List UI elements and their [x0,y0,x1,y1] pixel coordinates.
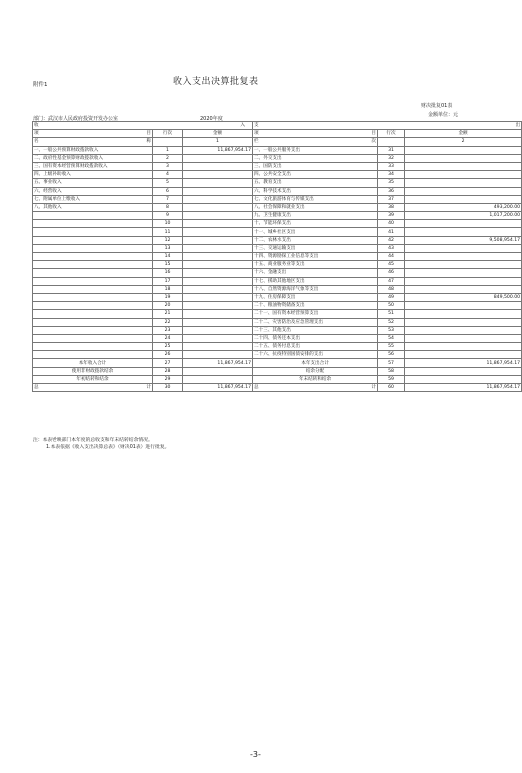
row-number: 32 [378,154,405,162]
income-amount [183,236,253,244]
income-item: 四、上级补助收入 [33,171,153,179]
expense-amount: 849,500.00 [405,293,522,301]
expense-item: 十八、自然资源海洋气象等支出 [253,285,378,293]
amount-unit: 金额单位：元 [428,112,459,118]
summary-row [33,367,522,375]
table-row [33,293,522,301]
income-amount [183,220,253,228]
expense-item: 十一、城乡社区支出 [253,228,378,236]
row-number: 5 [153,179,183,187]
footnote-item: 1.本表依据《收入支出决算总表》（财决01表）进行批复。 [46,445,170,450]
row-number: 48 [378,285,405,293]
expense-item: 八、社会保障和就业支出 [253,203,378,211]
table-row [33,285,522,293]
expense-amount [405,154,522,162]
footnote: 注：本表반映部门本年度的总收支和年末结转结余情况。 [33,438,153,443]
row-number: 27 [153,359,183,367]
row-number: 20 [153,302,183,310]
income-amount [183,203,253,211]
expense-amount [405,195,522,203]
income-amount [183,375,253,383]
income-item: 七、附属单位上缴收入 [33,195,153,203]
expense-amount [405,285,522,293]
expense-amount [405,162,522,170]
income-amount [183,310,253,318]
row-number: 28 [153,367,183,375]
table-row [33,228,522,236]
row-number: 9 [153,212,183,220]
row-number: 58 [378,367,405,375]
income-amount [183,187,253,195]
page-number: -3- [250,750,261,759]
table-row [33,343,522,351]
row-number: 55 [378,343,405,351]
expense-amount: 1,017,200.00 [405,212,522,220]
row-number: 59 [378,375,405,383]
expense-amount [405,326,522,334]
income-amount: 11,867,954.17 [183,384,253,392]
row-number-subheader [153,138,183,146]
row-number: 51 [378,310,405,318]
expense-item: 九、卫生健康支出 [253,212,378,220]
row-number: 21 [153,310,183,318]
income-item: 八、其他收入 [33,203,153,211]
income-amount [183,171,253,179]
expense-item: 二十四、债务还本支出 [253,334,378,342]
row-number: 2 [153,154,183,162]
expense-item: 十五、商业服务业等支出 [253,261,378,269]
table-row [33,203,522,211]
row-number: 57 [378,359,405,367]
expense-item: 本年支出合计 [253,359,378,367]
table-row [33,195,522,203]
expense-amount [405,244,522,252]
table-row [33,277,522,285]
annex-label: 附件1 [33,82,48,88]
expense-amount [405,228,522,236]
expense-item: 十三、交通运输支出 [253,244,378,252]
summary-row [33,375,522,383]
row-number: 14 [153,253,183,261]
table-row [33,334,522,342]
income-item [33,326,153,334]
expense-row-number-header: 行次 [378,130,405,138]
row-number: 60 [378,384,405,392]
row-number: 30 [153,384,183,392]
row-number: 19 [153,293,183,301]
row-number: 43 [378,244,405,252]
income-item [33,220,153,228]
row-number: 42 [378,236,405,244]
income-item [33,285,153,293]
row-number: 15 [153,261,183,269]
income-item: 二、政府性基金预算财政拨款收入 [33,154,153,162]
income-amount [183,351,253,359]
fiscal-year: 2020年度 [200,116,223,122]
expense-amount [405,277,522,285]
table-row [33,220,522,228]
income-item: 本年收入合计 [33,359,153,367]
income-item [33,269,153,277]
row-number: 46 [378,269,405,277]
name-header: 名 称 [34,139,151,145]
income-amount [183,253,253,261]
expense-amount [405,269,522,277]
table-row [33,179,522,187]
row-number-header: 行次 [153,130,183,138]
table-row [33,253,522,261]
expense-item: 二、外交支出 [253,154,378,162]
row-number: 38 [378,203,405,211]
row-number: 44 [378,253,405,261]
income-amount [183,367,253,375]
table-row [33,318,522,326]
row-number: 36 [378,187,405,195]
row-number: 41 [378,228,405,236]
income-amount [183,269,253,277]
expense-amount: 11,867,954.17 [405,359,522,367]
income-item [33,318,153,326]
expense-item: 十七、援助其他地区支出 [253,277,378,285]
income-item: 六、经营收入 [33,187,153,195]
row-number: 8 [153,203,183,211]
expense-amount [405,318,522,326]
expense-amount [405,367,522,375]
expense-item: 一、一般公共服务支出 [253,146,378,154]
row-number: 40 [378,220,405,228]
expense-amount [405,261,522,269]
expense-amount [405,334,522,342]
column-1-label: 1 [183,138,253,146]
expense-amount: 11,867,954.17 [405,384,522,392]
income-amount [183,162,253,170]
row-number: 31 [378,146,405,154]
expense-amount [405,146,522,154]
table-header-row-2 [33,130,522,138]
expense-item: 五、教育支出 [253,179,378,187]
expense-item: 二十三、其他支出 [253,326,378,334]
row-number: 4 [153,171,183,179]
income-amount [183,334,253,342]
department-label: 部门：武汉市人民政府投资开发办公室 [33,116,119,122]
row-number: 24 [153,334,183,342]
row-number: 35 [378,179,405,187]
expense-amount [405,220,522,228]
expense-item: 十九、住房保障支出 [253,293,378,301]
table-row [33,326,522,334]
income-amount [183,195,253,203]
income-amount [183,293,253,301]
income-item [33,302,153,310]
table-header-row-1 [33,122,522,130]
table-row [33,171,522,179]
grand-total-expense-label: 总 计 [254,385,377,391]
table-row [33,212,522,220]
row-number: 52 [378,318,405,326]
income-amount [183,154,253,162]
row-number: 23 [153,326,183,334]
expense-amount [405,179,522,187]
table-row [33,154,522,162]
income-item [33,261,153,269]
row-number: 54 [378,334,405,342]
expense-name-header: 栏 次 [254,139,377,145]
income-amount [183,343,253,351]
income-amount [183,244,253,252]
income-item: 一、一般公共预算财政拨款收入 [33,146,153,154]
item-header: 项 目 [34,131,151,137]
expense-amount: 493,200.00 [405,203,522,211]
table-row [33,351,522,359]
row-number: 26 [153,351,183,359]
row-number: 50 [378,302,405,310]
income-amount [183,326,253,334]
income-amount [183,285,253,293]
page-title: 收入支出决算批复表 [173,77,259,87]
row-number: 33 [378,162,405,170]
table-row [33,187,522,195]
form-number: 财决批复01表 [421,103,453,109]
income-item [33,253,153,261]
income-amount [183,179,253,187]
row-number: 11 [153,228,183,236]
income-item [33,236,153,244]
expense-amount [405,253,522,261]
income-header: 收 入 [33,122,253,130]
expense-amount: 9,508,954.17 [405,236,522,244]
table-row [33,146,522,154]
row-number: 7 [153,195,183,203]
income-amount [183,302,253,310]
grand-total-row [33,384,522,392]
income-item [33,351,153,359]
expense-amount [405,351,522,359]
expense-item: 二十一、国有资本经营预算支出 [253,310,378,318]
expense-item: 二十六、抗疫特别国债安排的支出 [253,351,378,359]
expense-item: 结余分配 [253,367,378,375]
expense-amount [405,171,522,179]
table-row [33,162,522,170]
table-row [33,244,522,252]
row-number: 37 [378,195,405,203]
row-number: 3 [153,162,183,170]
income-amount [183,261,253,269]
row-number: 12 [153,236,183,244]
income-item: 五、事业收入 [33,179,153,187]
row-number: 39 [378,212,405,220]
row-number: 22 [153,318,183,326]
table-row [33,236,522,244]
row-number: 47 [378,277,405,285]
table-row [33,261,522,269]
income-item [33,212,153,220]
income-amount: 11,867,954.17 [183,359,253,367]
income-item: 年初结转和结余 [33,375,153,383]
expense-item: 二十二、灾害防治及应急管理支出 [253,318,378,326]
row-number: 1 [153,146,183,154]
grand-total-label: 总 计 [34,385,151,391]
table-header-row-3 [33,138,522,146]
table-row [33,310,522,318]
amount-header: 金额 [183,130,253,138]
row-number: 29 [153,375,183,383]
income-item [33,343,153,351]
income-item [33,228,153,236]
expense-row-number-subheader [378,138,405,146]
row-number: 45 [378,261,405,269]
expense-amount [405,375,522,383]
income-amount [183,318,253,326]
row-number: 56 [378,351,405,359]
expense-item: 三、国防支出 [253,162,378,170]
income-amount [183,228,253,236]
income-item [33,244,153,252]
row-number: 10 [153,220,183,228]
summary-row [33,359,522,367]
table-row [33,302,522,310]
row-number: 18 [153,285,183,293]
expense-amount [405,302,522,310]
expense-item: 四、公共安全支出 [253,171,378,179]
expense-item: 十二、农林水支出 [253,236,378,244]
income-item [33,334,153,342]
expense-amount-header: 金额 [405,130,522,138]
expense-item: 十、节能环保支出 [253,220,378,228]
expense-amount [405,187,522,195]
income-item: 使用非财政拨款结余 [33,367,153,375]
income-amount [183,212,253,220]
row-number: 34 [378,171,405,179]
row-number: 53 [378,326,405,334]
expense-item: 七、文化旅游体育与传媒支出 [253,195,378,203]
income-expense-table [32,121,522,392]
expense-item: 二十、粮油物资储备支出 [253,302,378,310]
row-number: 13 [153,244,183,252]
income-item [33,277,153,285]
income-item [33,293,153,301]
row-number: 17 [153,277,183,285]
income-amount [183,277,253,285]
expense-item: 六、科学技术支出 [253,187,378,195]
expense-item: 十六、金融支出 [253,269,378,277]
row-number: 6 [153,187,183,195]
column-2-label: 2 [405,138,522,146]
expense-item-header: 项 目 [254,131,377,137]
row-number: 16 [153,269,183,277]
expense-header: 支 出 [254,123,521,129]
expense-amount [405,343,522,351]
expense-amount [405,310,522,318]
table-row [33,269,522,277]
row-number: 25 [153,343,183,351]
expense-item: 十四、资源勘探工业信息等支出 [253,253,378,261]
expense-item: 年末结转和结余 [253,375,378,383]
income-item [33,310,153,318]
income-item: 三、国有资本经营预算财政拨款收入 [33,162,153,170]
row-number: 49 [378,293,405,301]
income-amount: 11,867,954.17 [183,146,253,154]
expense-item: 二十五、债务付息支出 [253,343,378,351]
